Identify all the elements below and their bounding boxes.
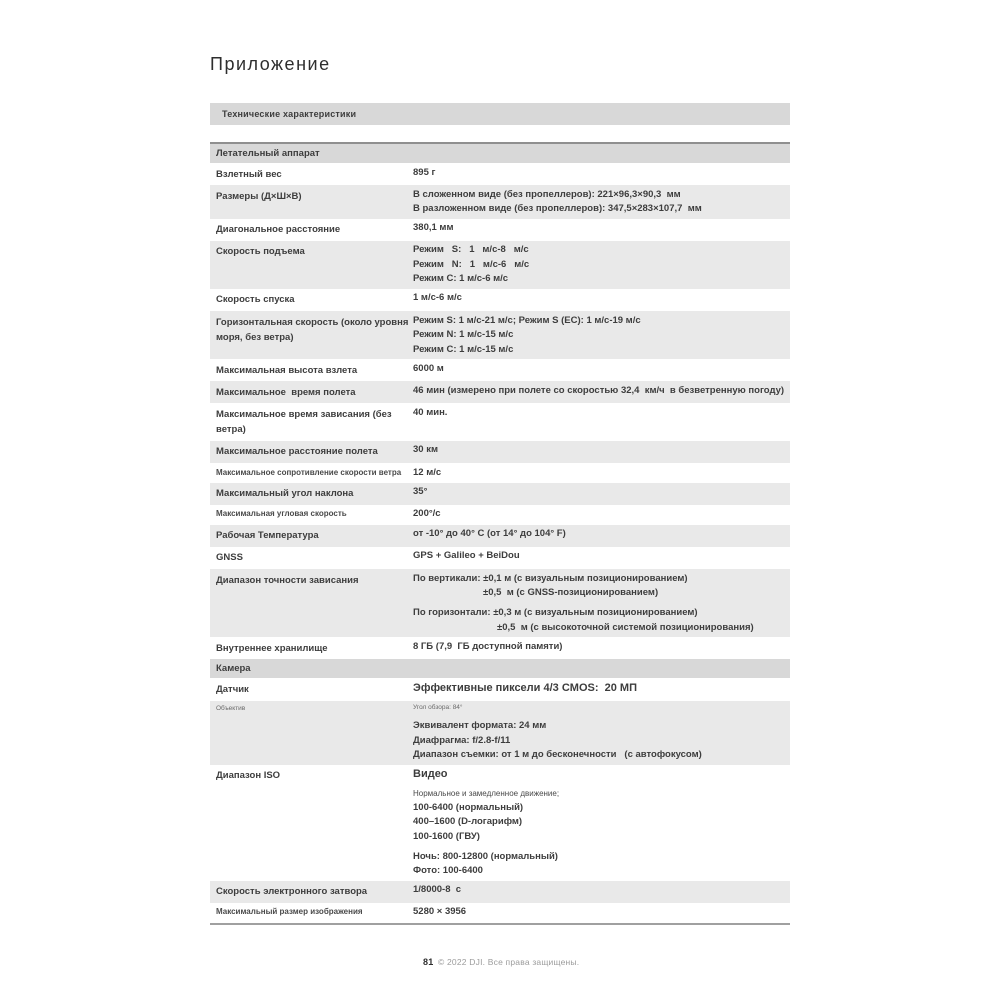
spec-value-line: Нормальное и замедленное движение; xyxy=(413,789,560,799)
spec-label: Максимальная угловая скорость xyxy=(216,509,347,519)
spec-values xyxy=(413,186,790,218)
spec-value-line: В разложенном виде (без пропеллеров): 347,5×283×107,7 мм xyxy=(413,203,702,215)
spec-values xyxy=(413,638,790,658)
copyright-text: © 2022 DJI. Все права защищены. xyxy=(437,957,580,967)
spec-values xyxy=(413,548,790,568)
spec-row xyxy=(210,525,790,547)
spec-row xyxy=(210,637,790,659)
spec-row xyxy=(210,463,790,483)
spec-row xyxy=(210,903,790,923)
spec-row xyxy=(210,359,790,381)
spec-row xyxy=(210,483,790,505)
spec-values xyxy=(413,766,790,880)
spec-values xyxy=(413,404,790,439)
spec-label: Скорость подъема xyxy=(216,246,305,258)
document-page xyxy=(210,0,790,967)
spec-value-line: 30 км xyxy=(413,444,438,456)
spec-value-line: Режим N: 1 м/с-6 м/с xyxy=(413,258,530,270)
spec-value-line: 6000 м xyxy=(413,362,444,374)
spec-value-line: Ночь: 800-12800 (нормальный) xyxy=(413,850,558,862)
spec-label: Скорость электронного затвора xyxy=(216,886,368,898)
spec-value-line: 1 м/с-6 м/с xyxy=(413,292,462,304)
spec-row xyxy=(210,881,790,903)
spec-label: Диапазон ISO xyxy=(216,770,281,782)
spec-row xyxy=(210,381,790,403)
spec-values xyxy=(413,290,790,310)
spec-value-line: 200°/с xyxy=(413,508,441,520)
spec-value-line: от -10° до 40° C (от 14° до 104° F) xyxy=(413,528,566,540)
spec-values xyxy=(413,904,790,922)
spec-row xyxy=(210,505,790,525)
spec-values xyxy=(413,506,790,524)
spec-label: Скорость спуска xyxy=(216,294,295,306)
section-header: Летательный аппарат xyxy=(210,142,790,163)
spec-value-line: Фото: 100-6400 xyxy=(413,865,483,877)
spec-values xyxy=(413,464,790,482)
spec-table xyxy=(210,142,790,925)
section-header: Камера xyxy=(210,659,790,678)
spec-values xyxy=(413,442,790,462)
spec-label: Максимальная высота взлета xyxy=(216,364,358,376)
spec-label: Диагональное расстояние xyxy=(216,224,341,236)
spec-label: Взлетный вес xyxy=(216,168,282,180)
spec-value-line: ±0,5 м (с высокоточной системой позиционирования) xyxy=(497,621,754,633)
spec-row xyxy=(210,241,790,289)
spec-value-line: 1/8000-8 с xyxy=(413,884,462,896)
spec-values xyxy=(413,679,790,699)
spec-row xyxy=(210,185,790,219)
spec-label: Датчик xyxy=(216,683,249,695)
page-number: 81 xyxy=(423,957,434,967)
spec-row xyxy=(210,219,790,241)
spec-value-line: Режим C: 1 м/с-6 м/с xyxy=(413,273,509,285)
spec-value-line: Эквивалент формата: 24 мм xyxy=(413,720,547,732)
section-bar-tech-specs-label: Технические характеристики xyxy=(222,109,357,119)
spec-label: Максимальное время полета xyxy=(216,386,356,398)
spec-value-line: Диапазон съемки: от 1 м до бесконечности (с автофокусом) xyxy=(413,749,702,761)
spec-value-line: 100-6400 (нормальный) xyxy=(413,801,524,813)
spec-values xyxy=(413,882,790,902)
spec-values xyxy=(413,312,790,358)
spec-values xyxy=(413,164,790,184)
spec-values xyxy=(413,702,790,764)
spec-label: Горизонтальная скорость (около уровня моря, без ветра) xyxy=(216,316,412,343)
spec-row xyxy=(210,678,790,700)
spec-row xyxy=(210,569,790,637)
spec-value-line: Режим S: 1 м/с-8 м/с xyxy=(413,244,529,256)
spec-value-line: Угол обзора: 84° xyxy=(413,704,463,712)
spec-value-line: GPS + Galileo + BeiDou xyxy=(413,550,520,562)
spec-value-line: В сложенном виде (без пропеллеров): 221×96,3×90,3 мм xyxy=(413,188,681,200)
spec-row xyxy=(210,701,790,765)
spec-values xyxy=(413,360,790,380)
spec-values xyxy=(413,484,790,504)
spec-label: Максимальный угол наклона xyxy=(216,488,354,500)
spec-row xyxy=(210,441,790,463)
spec-value-line: 100-1600 (ГВУ) xyxy=(413,830,480,842)
spec-value-line: По вертикали: ±0,1 м (с визуальным позиционированием) xyxy=(413,572,688,584)
spec-label: Рабочая Температура xyxy=(216,530,319,542)
page-footer xyxy=(423,957,579,967)
spec-label: Объектив xyxy=(216,705,246,713)
spec-row xyxy=(210,311,790,359)
spec-row xyxy=(210,547,790,569)
page-title: Приложение xyxy=(210,54,331,74)
spec-label: Максимальное сопротивление скорости ветра xyxy=(216,467,402,477)
spec-label: Размеры (Д×Ш×В) xyxy=(216,190,302,202)
spec-value-line: 8 ГБ (7,9 ГБ доступной памяти) xyxy=(413,640,563,652)
spec-values xyxy=(413,242,790,288)
spec-value-line: 40 мин. xyxy=(413,406,448,418)
spec-value-line: Видео xyxy=(413,768,448,781)
spec-label: GNSS xyxy=(216,552,243,564)
spec-values xyxy=(413,220,790,240)
spec-value-line: 12 м/с xyxy=(413,466,442,478)
spec-value-line: ±0,5 м (с GNSS-позиционированием) xyxy=(483,587,659,599)
spec-row xyxy=(210,163,790,185)
spec-value-line: 35° xyxy=(413,486,428,498)
spec-value-line: 895 г xyxy=(413,166,436,178)
spec-values xyxy=(413,382,790,402)
spec-row xyxy=(210,289,790,311)
spec-row xyxy=(210,403,790,440)
spec-value-line: Диафрагма: f/2.8-f/11 xyxy=(413,734,511,746)
spec-value-line: 5280 × 3956 xyxy=(413,906,467,918)
spec-value-line: Эффективные пиксели 4/3 CMOS: 20 МП xyxy=(413,681,637,694)
spec-label: Максимальное время зависания (без ветра) xyxy=(216,408,395,436)
spec-value-line: Режим N: 1 м/с-15 м/с xyxy=(413,329,514,341)
spec-row xyxy=(210,765,790,881)
spec-values xyxy=(413,570,790,636)
spec-value-line: 380,1 мм xyxy=(413,222,454,234)
spec-value-line: 400–1600 (D-логарифм) xyxy=(413,816,523,828)
spec-label: Внутреннее хранилище xyxy=(216,642,328,654)
spec-value-line: Режим C: 1 м/с-15 м/с xyxy=(413,343,514,355)
spec-label: Максимальный размер изображения xyxy=(216,907,363,917)
spec-value-line: По горизонтали: ±0,3 м (с визуальным позиционированием) xyxy=(413,607,698,619)
spec-value-line: 46 мин (измерено при полете со скоростью 32,4 км/ч в безветренную погоду) xyxy=(413,384,785,396)
spec-label: Диапазон точности зависания xyxy=(216,574,359,586)
spec-value-line: Режим S: 1 м/с-21 м/с; Режим S (EC): 1 м/с-19 м/с xyxy=(413,314,641,326)
spec-values xyxy=(413,526,790,546)
section-bar-tech-specs xyxy=(210,103,790,125)
spec-label: Максимальное расстояние полета xyxy=(216,446,378,458)
